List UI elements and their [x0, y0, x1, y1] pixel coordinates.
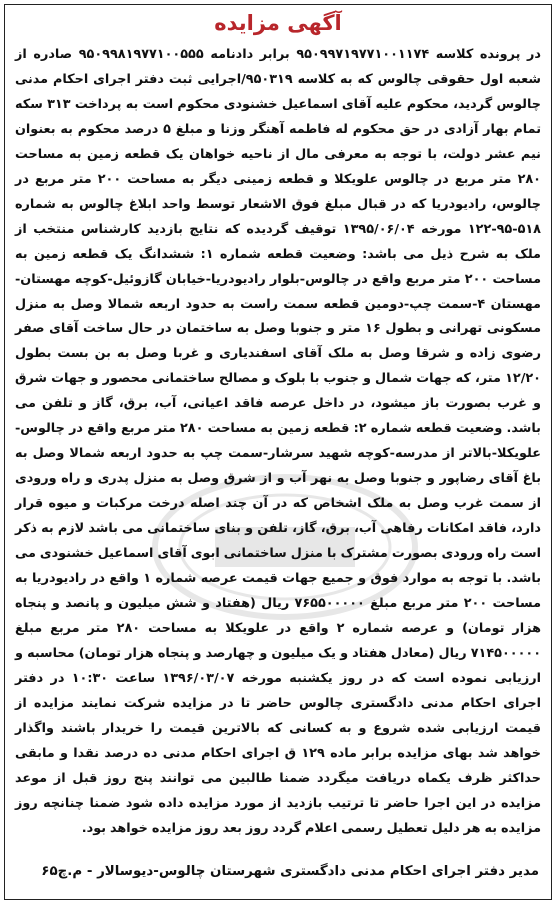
notice-signature: مدیر دفتر اجرای احکام مدنی دادگستری شهرستان چالوس-دیوسالار - م.چ۶۵: [41, 864, 539, 879]
notice-body: در پرونده کلاسه ۹۵۰۹۹۷۱۹۷۷۱۰۰۱۱۷۴ برابر دادنامه ۹۵۰۹۹۸۱۹۷۷۱۰۰۵۵۵ صادره از شعبه اول حقوقی چالوس که به کلاسه ۹۵۰۳۱۹/اجرایی ثبت دفتر اجرای احکام مدنی چالوس گردید، محکوم علیه آقای اسماعیل خشنودی محکوم است به پرداخت ۳۱۳ سکه تمام بهار آزادی در حق محکوم له فاطمه آهنگر وزنا و مبلغ ۵ درصد محکوم به بعنوان نیم عشر دولت، با توجه به معرفی مال از ناحیه خواهان یک قطعه زمین به مساحت ۲۸۰ متر مربع در چالوس علویکلا و قطعه زمینی دیگر به مساحت ۲۰۰ متر مربع در چالوس، رادیودریا که در قبال مبلغ فوق الاشعار توسط واحد ابلاغ چالوس به شماره ۵۱۸-۹۵-۱۲۲ مورخه ۱۳۹۵/۰۶/۰۴ توقیف گردیده که نتایج بازدید کارشناس منتخب از ملک به شرح ذیل می باشد: وضعیت قطعه شماره ۱: ششدانگ یک قطعه زمین به مساحت ۲۰۰ متر مربع واقع در چالوس-بلوار رادیودریا-خیابان گازوئیل-کوچه مهستان-مهستان ۴-سمت چپ-دومین قطعه سمت راست به حدود اربعه شمالا وصل به منزل مسکونی تهرانی و بطول ۱۶ متر و جنوبا وصل به ساختمان در حال ساخت آقای صفر رضوی زاده و شرقا وصل به ملک آقای اسفندیاری و غربا وصل به بن بست بطول ۱۲/۲۰ متر، که جهات شمال و جنوب با بلوک و مصالح ساختمانی محصور و جهات شرق و غرب بصورت باز میشود، در داخل عرصه فاقد اعیانی، آب، برق، گاز و تلفن می باشد. وضعیت قطعه شماره ۲: قطعه زمین به مساحت ۲۸۰ متر مربع واقع در چالوس-علویکلا-بالاتر از مدرسه-کوچه شهید سرشار-سمت چپ به حدود اربعه شمالا وصل به باغ آقای رضاپور و جنوبا وصل به نهر آب و از شرق وصل به منزل پدری و راه ورودی از سمت غرب وصل به ملک اشخاص که در آن چند اصله درخت مرکبات و میوه قرار دارد، فاقد امکانات رفاهی آب، برق، گاز، تلفن و بنای ساختمانی می باشد لازم به ذکر است راه ورودی بصورت مشترک با منزل ساختمانی ابوی آقای اسماعیل خشنودی می باشد. با توجه به موارد فوق و جمیع جهات قیمت عرصه شماره ۱ واقع در رادیودریا به مساحت ۲۰۰ متر مربع مبلغ ۷۶۵۵۰۰۰۰۰ ریال (هفتاد و شش میلیون و پانصد و پنجاه هزار تومان) و عرصه شماره ۲ واقع در علویکلا به مساحت ۲۸۰ متر مربع مبلغ ۷۱۴۵۰۰۰۰۰ ریال (معادل هفتاد و یک میلیون و چهارصد و پنجاه هزار تومان) محاسبه و ارزیابی نموده است که در روز یکشنبه مورخه ۱۳۹۶/۰۳/۰۷ ساعت ۱۰:۳۰ در دفتر اجرای احکام مدنی دادگستری چالوس حاضر تا در مزایده شرکت نمایند مزایده از قیمت ارزیابی شده شروع و به کسانی که بالاترین قیمت را خریدار باشند واگذار خواهد شد بهای مزایده برابر ماده ۱۲۹ ق اجرای احکام مدنی ده درصد نقدا و مابقی حداکثر ظرف یکماه دریافت میگردد ضمنا طالبین می توانند پنج روز قبل از موعد مزایده در این اجرا حاضر تا ترتیب بازدید از مورد مزایده داده شود ضمنا چنانچه روز مزایده به هر دلیل تعطیل رسمی اعلام گردد روز بعد روز مزایده خواهد بود.: [15, 47, 541, 836]
title-bar: [5, 7, 551, 39]
notice-title: آگهی مزایده: [214, 11, 342, 35]
auction-notice: [4, 4, 552, 900]
